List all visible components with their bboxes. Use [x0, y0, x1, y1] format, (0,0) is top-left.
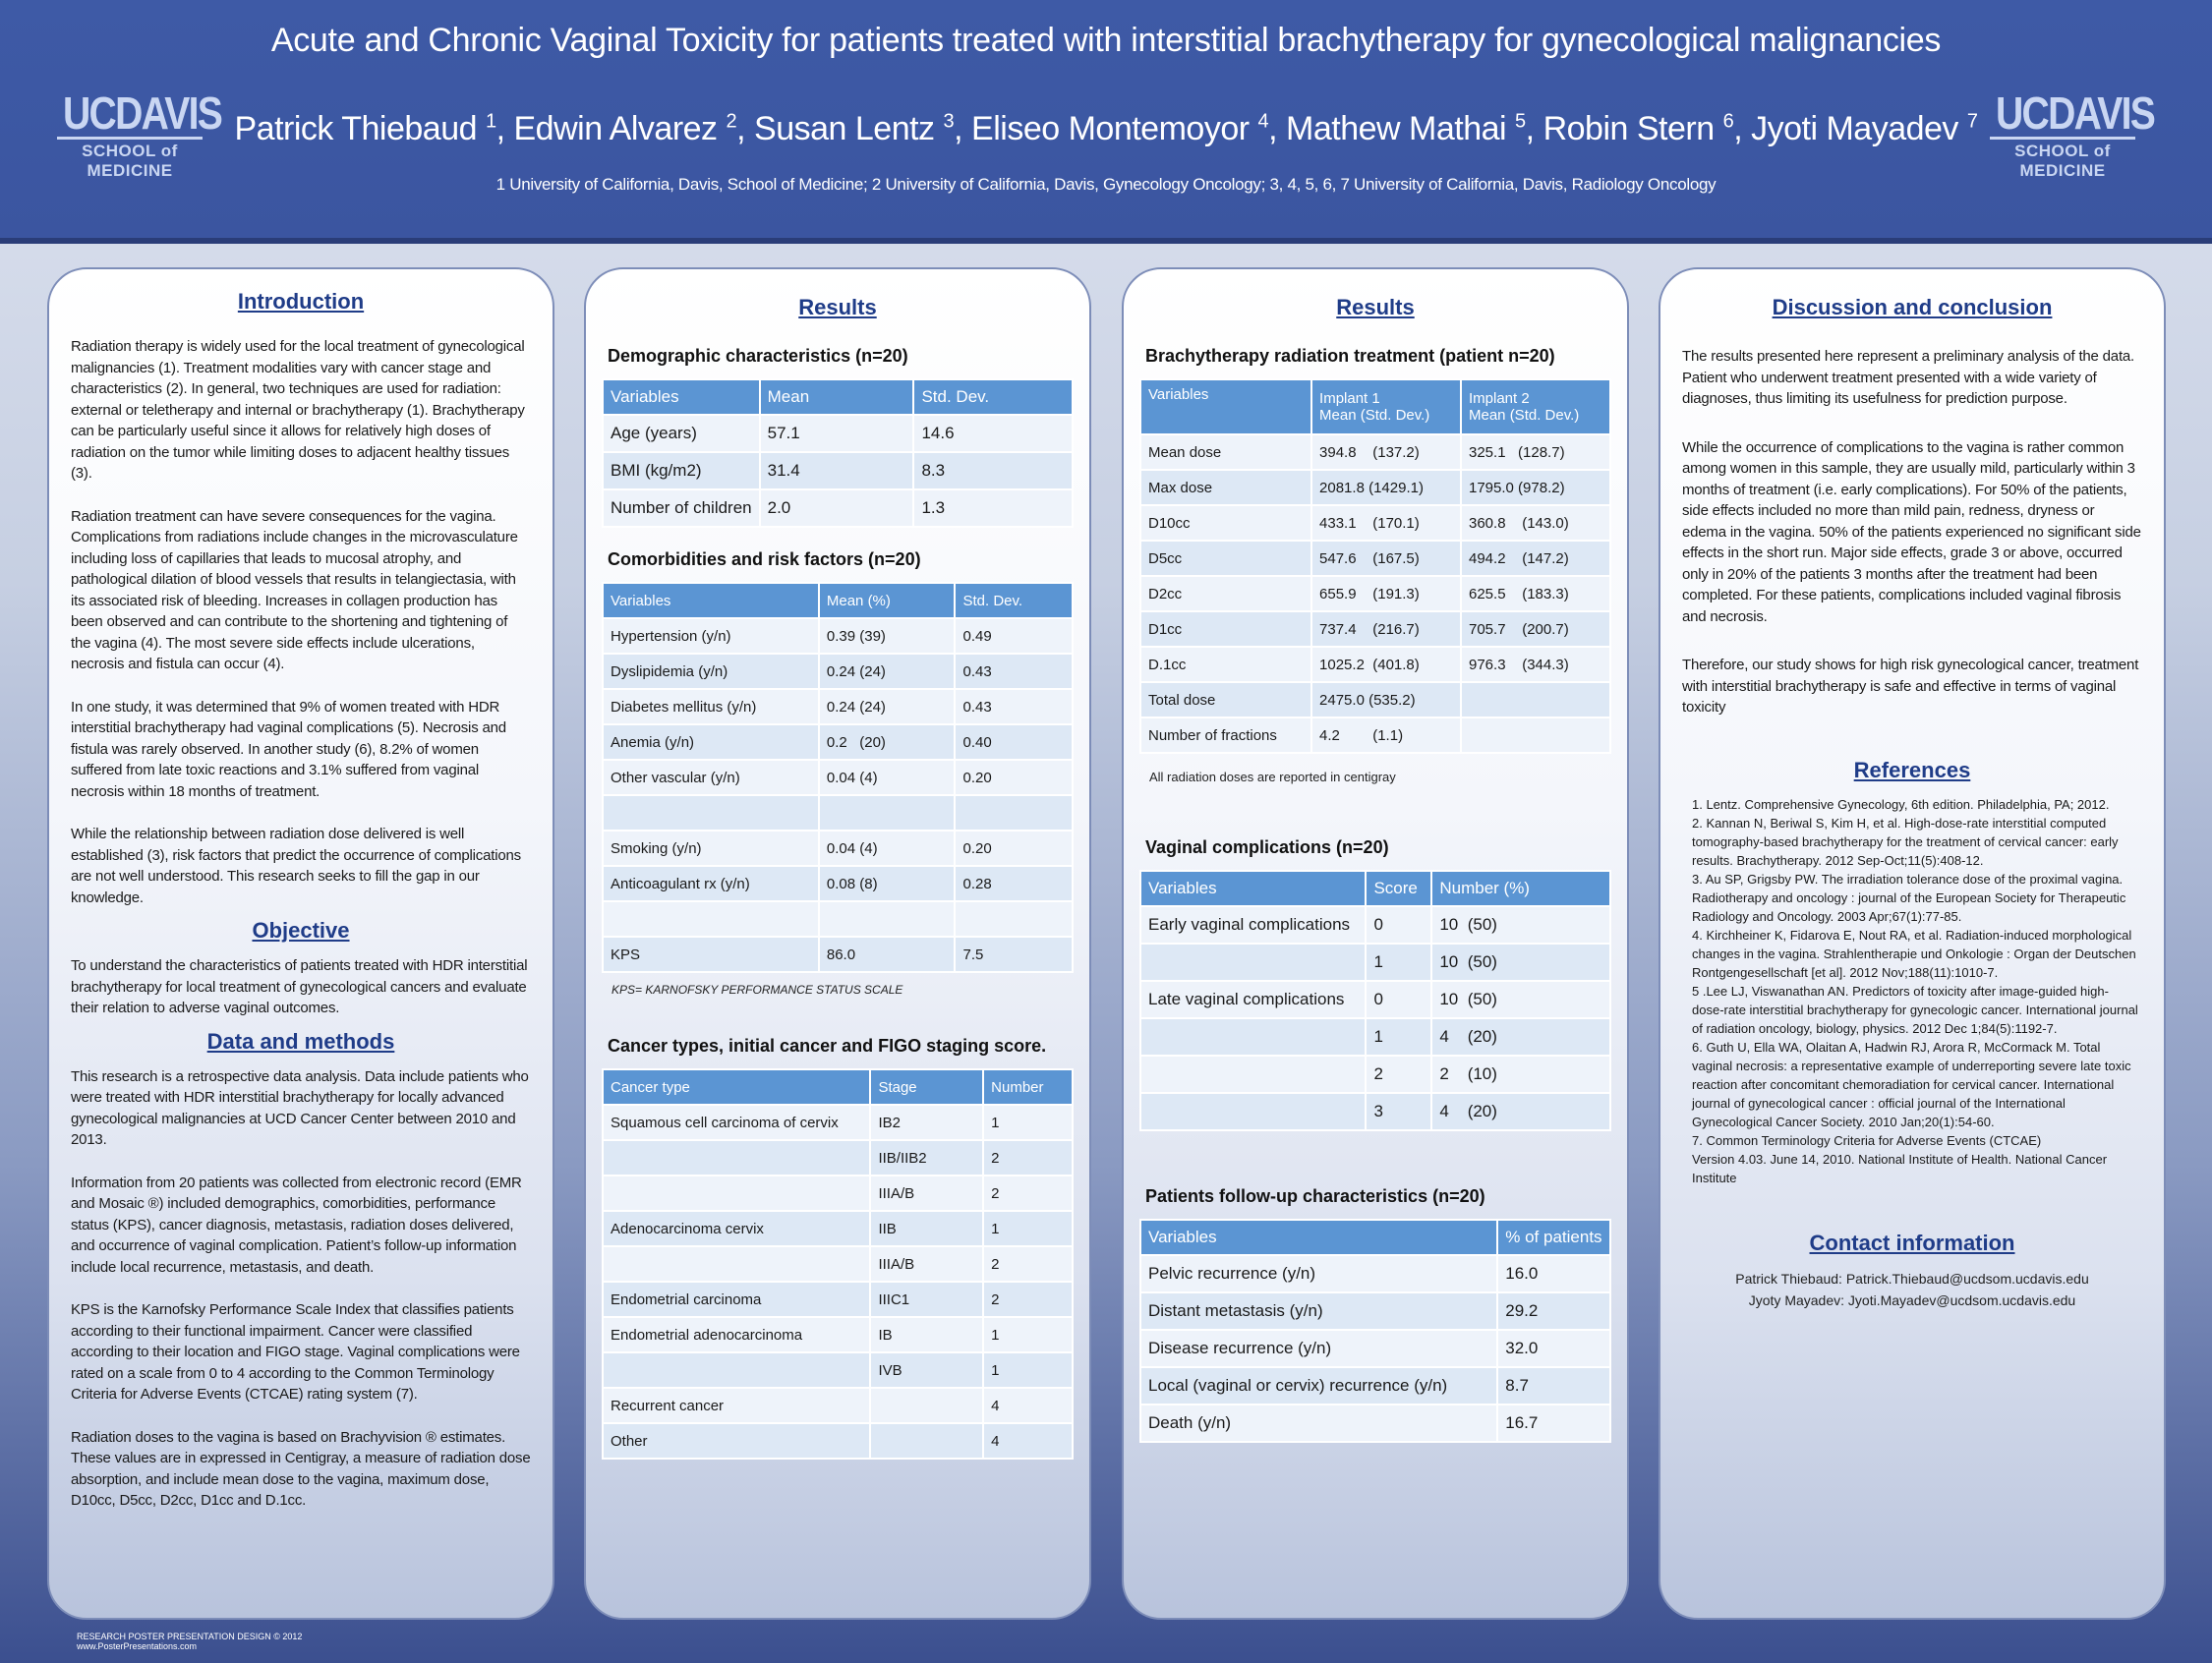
table-cell: 8.7 [1497, 1367, 1610, 1405]
table-row [603, 831, 1073, 866]
contact-line: Patrick Thiebaud: Patrick.Thiebaud@ucdsom.ucdavis.edu [1735, 1270, 2089, 1287]
table-row [603, 866, 1073, 901]
table-cell: D10cc [1140, 505, 1311, 541]
intro-paragraph: Radiation treatment can have severe consequences for the vagina. Complications from radiations include changes in the microvasculature including loss of capillaries that leads to mucosal atrophy, and pathological dilation of blood vessels that results in telangiectasia, with its associated risk of bleeding. Increases in collagen production has been observed and can contribute to the shortening and tightening of the vagina (4). The most severe side effects include ulcerations, necrosis and fistula can occur (4). [71, 507, 518, 672]
header-cell: % of patients [1497, 1220, 1610, 1255]
author-name: Susan Lentz $^3$, [754, 110, 972, 147]
table-row [603, 795, 1073, 831]
table-cell: 0.24 (24) [819, 654, 956, 689]
table-cell: 360.8 (143.0) [1461, 505, 1610, 541]
table-cell: 325.1 (128.7) [1461, 434, 1610, 470]
table-cell: Anemia (y/n) [603, 724, 819, 760]
table-cell: 0.39 (39) [819, 618, 956, 654]
discussion-paragraph: Therefore, our study shows for high risk gynecological cancer, treatment with interstitial brachytherapy is safe and effective in terms of vaginal toxicity [1682, 657, 2139, 716]
table-row [603, 1211, 1073, 1246]
table-row [1140, 1056, 1610, 1093]
ucdavis-logo-left: UCDAVIS SCHOOL of MEDICINE [51, 90, 208, 169]
table-cell: 433.1 (170.1) [1311, 505, 1461, 541]
table-cell: 2 [1366, 1056, 1431, 1093]
table-cell: 0.04 (4) [819, 760, 956, 795]
table-cell: IVB [870, 1352, 983, 1388]
table-cell: 0 [1366, 906, 1431, 944]
table-cell: 1 [983, 1105, 1073, 1140]
table-cell: Max dose [1140, 470, 1311, 505]
references-heading: References [1853, 757, 1971, 782]
header-cell: Implant 2 Mean (Std. Dev.) [1461, 379, 1610, 434]
table-cell: 7.5 [955, 937, 1073, 972]
demographics-title: Demographic characteristics (n=20) [608, 346, 908, 366]
methods-paragraph: This research is a retrospective data analysis. Data include patients who were treated with HDR interstitial brachytherapy for locally advanced gynecological malignancies at UCD Cancer Center between 2010 and 2013. [71, 1067, 529, 1148]
table-cell: 4 [983, 1388, 1073, 1423]
demographics-table [602, 378, 1074, 528]
table-cell: 394.8 (137.2) [1311, 434, 1461, 470]
table-row [603, 618, 1073, 654]
table-row [1140, 906, 1610, 944]
table-cell: Squamous cell carcinoma of cervix [603, 1105, 870, 1140]
table-row [603, 689, 1073, 724]
objective-heading: Objective [252, 918, 350, 943]
table-row [1140, 1367, 1610, 1405]
table-cell: IIIA/B [870, 1246, 983, 1282]
header-cell: Number [983, 1069, 1073, 1105]
table-row [1140, 1292, 1610, 1330]
table-row [1140, 541, 1610, 576]
table-cell: 0.43 [955, 689, 1073, 724]
comorbidities-table [602, 582, 1074, 973]
table-cell: IIB/IIB2 [870, 1140, 983, 1176]
table-cell: Total dose [1140, 682, 1311, 717]
header-cell: Variables [1140, 871, 1366, 906]
table-row [1140, 1093, 1610, 1130]
table-row [1140, 717, 1610, 753]
table-row [603, 1246, 1073, 1282]
reference-item: 7. Common Terminology Criteria for Adverse Events (CTCAE) [1692, 1132, 2042, 1148]
table-cell: D1cc [1140, 611, 1311, 647]
table-cell: 0.08 (8) [819, 866, 956, 901]
table-cell: Anticoagulant rx (y/n) [603, 866, 819, 901]
introduction-heading: Introduction [237, 289, 365, 314]
table-cell: IB [870, 1317, 983, 1352]
table-cell: Number of children [603, 489, 760, 527]
column-results-2 [1122, 267, 1629, 1620]
header-cell: Mean [760, 379, 914, 415]
table-cell: 0.24 (24) [819, 689, 956, 724]
table-cell: IIIC1 [870, 1282, 983, 1317]
table-cell: Endometrial adenocarcinoma [603, 1317, 870, 1352]
results-heading: Results [798, 295, 877, 319]
intro-paragraph: In one study, it was determined that 9% of women treated with HDR interstitial brachytherapy had vaginal complications (5). Necrosis and fistula was rarely observed. In another study (6), 8.2% of women suffered from late toxic reactions and 3.1% suffered from vaginal necrosis within 18 months of treatment. [71, 698, 506, 800]
discussion-paragraph: The results presented here represent a preliminary analysis of the data. Patient who underwent treatment presented with a wide variety of diagnoses, thus limiting its usefulness for prediction purpose. [1682, 348, 2135, 407]
header-cell: Variables [603, 379, 760, 415]
table-cell: Other [603, 1423, 870, 1459]
results-heading: Results [1336, 295, 1415, 319]
table-row [1140, 1405, 1610, 1442]
table-cell: 2 [983, 1176, 1073, 1211]
discussion-paragraph: While the occurrence of complications to the vagina is rather common among women in this sample, they are usually mild, particularly within 3 months of treatment (i.e. early complications). For 50% of the patients, side effects included no more than mild pain, redness, dryness or edema in the vagina. 50% of the patients experienced no significant side effects in the short run. Major side effects, grade 3 or above, occurred only in 20% of the patients 3 months after the treatment had been completed. For these patients, complications included vaginal fibrosis and necrosis. [1682, 438, 2141, 625]
table-row [1140, 647, 1610, 682]
table-cell: D2cc [1140, 576, 1311, 611]
table-cell: Distant metastasis (y/n) [1140, 1292, 1497, 1330]
cancer-types-title: Cancer types, initial cancer and FIGO staging score. [608, 1036, 1047, 1056]
header-cell: Variables [1140, 379, 1311, 434]
table-cell: 1025.2 (401.8) [1311, 647, 1461, 682]
author-name: Jyoti Mayadev $^7$ [1751, 110, 1978, 147]
reference-item: 6. Guth U, Ella WA, Olaitan A, Hadwin RJ, Arora R, McCormack M. Total vaginal necrosis: a representative example of underreporting severe late toxic reaction after concomitant chemoradiation for cervical cancer. International journal of gynecological cancer : official journal of the International Gynecological Cancer Society. 2010 Jan;20(1):54-60. [1692, 1039, 2131, 1129]
table-cell: 0.40 [955, 724, 1073, 760]
table-cell [870, 1423, 983, 1459]
table-cell: Number of fractions [1140, 717, 1311, 753]
reference-item: 5 .Lee LJ, Viswanathan AN. Predictors of toxicity after image-guided high-dose-rate interstitial brachytherapy for gynecologic cancer. International journal of radiation oncology, biology, physics. 2012 Dec 1;84(5):1192-7. [1692, 983, 2138, 1036]
table-cell: 4.2 (1.1) [1311, 717, 1461, 753]
table-row [603, 415, 1073, 452]
header-cell: Number (%) [1431, 871, 1610, 906]
table-cell: 3 [1366, 1093, 1431, 1130]
table-cell: 2081.8 (1429.1) [1311, 470, 1461, 505]
table-cell: Other vascular (y/n) [603, 760, 819, 795]
table-cell: 31.4 [760, 452, 914, 489]
table-row [1140, 1018, 1610, 1056]
table-cell: IIB [870, 1211, 983, 1246]
table-cell [603, 795, 819, 831]
author-name: Edwin Alvarez $^2$, [513, 110, 755, 147]
methods-heading: Data and methods [206, 1028, 395, 1054]
table-cell: 0.20 [955, 831, 1073, 866]
reference-item: 4. Kirchheiner K, Fidarova E, Nout RA, et al. Radiation-induced morphological changes in the vagina. Strahlentherapie und Onkologie : Organ der Deutschen Rontgengesellschaft [et al]. 2012 Nov;188(11):1010-7. [1692, 927, 2136, 980]
table-cell: Mean dose [1140, 434, 1311, 470]
table-row [603, 1140, 1073, 1176]
affiliations: 1 University of California, Davis, School of Medicine; 2 University of California, Davis, Gynecology Oncology; 3, 4, 5, 6, 7 University of California, Davis, Radiology Oncology [495, 175, 1717, 194]
table-cell: 2 [983, 1140, 1073, 1176]
table-cell [955, 901, 1073, 937]
table-cell: 0.49 [955, 618, 1073, 654]
table-row [603, 654, 1073, 689]
table-cell: 0.2 (20) [819, 724, 956, 760]
author-list [0, 110, 2212, 148]
table-cell: 2475.0 (535.2) [1311, 682, 1461, 717]
table-cell [955, 795, 1073, 831]
table-cell [819, 901, 956, 937]
methods-paragraph: Information from 20 patients was collected from electronic record (EMR and Mosaic ®) included demographics, comorbidities, performance status (KPS), cancer diagnosis, metastasis, radiation doses delivered, and occurrence of vaginal complication. Patient’s follow-up information include local recurrence, metastasis, and death. [71, 1174, 522, 1276]
table-row [1140, 576, 1610, 611]
table-row [1140, 1255, 1610, 1292]
column-discussion [1659, 267, 2166, 1620]
table-row [1140, 611, 1610, 647]
table-cell: 1 [983, 1352, 1073, 1388]
poster-header [0, 0, 2212, 244]
table-cell: Smoking (y/n) [603, 831, 819, 866]
table-row [1140, 682, 1610, 717]
table-cell: 0.20 [955, 760, 1073, 795]
table-cell [603, 1246, 870, 1282]
contact-line: Jyoty Mayadev: Jyoti.Mayadev@ucdsom.ucdavis.edu [1748, 1291, 2076, 1308]
followup-table [1139, 1219, 1611, 1443]
cancer-types-table [602, 1068, 1074, 1460]
table-cell: Recurrent cancer [603, 1388, 870, 1423]
table-cell: Adenocarcinoma cervix [603, 1211, 870, 1246]
table-cell: IB2 [870, 1105, 983, 1140]
comorbidities-title: Comorbidities and risk factors (n=20) [608, 549, 921, 569]
table-cell: 1795.0 (978.2) [1461, 470, 1610, 505]
table-row [603, 1388, 1073, 1423]
followup-title: Patients follow-up characteristics (n=20) [1145, 1186, 1485, 1206]
table-cell: Age (years) [603, 415, 760, 452]
table-cell: 1 [983, 1211, 1073, 1246]
table-cell: 10 (50) [1431, 906, 1610, 944]
table-cell: Local (vaginal or cervix) recurrence (y/n) [1140, 1367, 1497, 1405]
discussion-heading: Discussion and conclusion [1772, 295, 2053, 319]
header-cell: Variables [603, 583, 819, 618]
author-name: Mathew Mathai $^5$, [1286, 110, 1543, 147]
table-cell [1140, 1056, 1366, 1093]
table-cell [1461, 717, 1610, 753]
table-cell [1140, 1093, 1366, 1130]
vaginal-complications-table [1139, 870, 1611, 1131]
ucdavis-logo-right: UCDAVIS SCHOOL of MEDICINE [1984, 90, 2141, 169]
table-row [603, 760, 1073, 795]
table-cell: 16.0 [1497, 1255, 1610, 1292]
table-row [1140, 505, 1610, 541]
table-cell: 8.3 [913, 452, 1073, 489]
table-row [603, 1423, 1073, 1459]
table-cell: Hypertension (y/n) [603, 618, 819, 654]
footer-credit: RESEARCH POSTER PRESENTATION DESIGN © 2012 www.PosterPresentations.com [77, 1632, 303, 1651]
objective-text: To understand the characteristics of patients treated with HDR interstitial brachytherapy for local treatment of gynecological cancers and evaluate their relation to adverse vaginal outcomes. [71, 957, 528, 1016]
brachytherapy-table [1139, 378, 1611, 754]
table-row [603, 724, 1073, 760]
table-cell: 4 [983, 1423, 1073, 1459]
table-row [1140, 1330, 1610, 1367]
table-cell [1140, 1018, 1366, 1056]
table-cell [603, 1176, 870, 1211]
brachytherapy-title: Brachytherapy radiation treatment (patient n=20) [1145, 346, 1555, 366]
table-cell: 1.3 [913, 489, 1073, 527]
table-cell: 86.0 [819, 937, 956, 972]
table-row [603, 1176, 1073, 1211]
column-results-1 [584, 267, 1091, 1620]
table-cell: 1 [1366, 1018, 1431, 1056]
header-cell: Cancer type [603, 1069, 870, 1105]
header-cell: Std. Dev. [913, 379, 1073, 415]
header-cell: Stage [870, 1069, 983, 1105]
kps-note: KPS= KARNOFSKY PERFORMANCE STATUS SCALE [611, 983, 903, 997]
table-cell: 976.3 (344.3) [1461, 647, 1610, 682]
table-cell [819, 795, 956, 831]
author-name: Patrick Thiebaud $^1$, [234, 110, 514, 147]
contact-info [1676, 1268, 2148, 1311]
table-row [1140, 944, 1610, 981]
table-cell: 16.7 [1497, 1405, 1610, 1442]
table-cell: Early vaginal complications [1140, 906, 1366, 944]
column-introduction [47, 267, 554, 1620]
table-cell: 1 [1366, 944, 1431, 981]
table-cell: 14.6 [913, 415, 1073, 452]
table-cell: 29.2 [1497, 1292, 1610, 1330]
reference-item: Version 4.03. June 14, 2010. National Institute of Health. National Cancer Institute [1692, 1151, 2108, 1185]
table-cell: BMI (kg/m2) [603, 452, 760, 489]
table-cell: 0.28 [955, 866, 1073, 901]
table-cell: 737.4 (216.7) [1311, 611, 1461, 647]
table-cell: 2 (10) [1431, 1056, 1610, 1093]
table-cell: Death (y/n) [1140, 1405, 1497, 1442]
header-cell: Implant 1 Mean (Std. Dev.) [1311, 379, 1461, 434]
table-cell: D5cc [1140, 541, 1311, 576]
vaginal-complications-title: Vaginal complications (n=20) [1145, 837, 1389, 857]
table-cell: 10 (50) [1431, 981, 1610, 1018]
table-cell [1140, 944, 1366, 981]
table-cell: 494.2 (147.2) [1461, 541, 1610, 576]
reference-item: 1. Lentz. Comprehensive Gynecology, 6th edition. Philadelphia, PA; 2012. [1692, 796, 2110, 812]
table-cell: 0.04 (4) [819, 831, 956, 866]
header-cell: Mean (%) [819, 583, 956, 618]
reference-item: 2. Kannan N, Beriwal S, Kim H, et al. High-dose-rate interstitial computed tomography-based brachytherapy for the treatment of cervical cancer: early results. Brachytherapy. 2012 Sep-Oct;11(5):408-12. [1692, 815, 2119, 868]
table-row [603, 1282, 1073, 1317]
table-cell: KPS [603, 937, 819, 972]
table-cell: 547.6 (167.5) [1311, 541, 1461, 576]
table-row [603, 1317, 1073, 1352]
table-cell: Pelvic recurrence (y/n) [1140, 1255, 1497, 1292]
intro-paragraph: Radiation therapy is widely used for the local treatment of gynecological malignancies (1). Treatment modalities vary with cancer stage and characteristics (2). In general, two techniques are used for radiation: external or teletherapy and internal or brachytherapy (1). Brachytherapy can be particularly useful since it allows for relatively high doses of radiation on the tumor while limiting doses to adjacent healthy tissues (3). [71, 338, 525, 482]
table-row [603, 1352, 1073, 1388]
table-cell: Endometrial carcinoma [603, 1282, 870, 1317]
table-cell: Diabetes mellitus (y/n) [603, 689, 819, 724]
table-cell [1461, 682, 1610, 717]
table-cell [870, 1388, 983, 1423]
table-cell: 2 [983, 1246, 1073, 1282]
header-cell: Variables [1140, 1220, 1497, 1255]
references-list [1692, 795, 2140, 1187]
header-cell: Score [1366, 871, 1431, 906]
poster-title: Acute and Chronic Vaginal Toxicity for patients treated with interstitial brachytherapy for gynecological malignancies [270, 22, 1942, 59]
table-cell: Disease recurrence (y/n) [1140, 1330, 1497, 1367]
header-cell: Std. Dev. [955, 583, 1073, 618]
table-row [1140, 434, 1610, 470]
table-cell: D.1cc [1140, 647, 1311, 682]
author-name: Robin Stern $^6$, [1543, 110, 1752, 147]
table-row [603, 452, 1073, 489]
table-cell: 2 [983, 1282, 1073, 1317]
table-row [603, 901, 1073, 937]
reference-item: 3. Au SP, Grigsby PW. The irradiation tolerance dose of the proximal vagina. Radiotherapy and oncology : journal of the European Society for Therapeutic Radiology and Oncology. 2003 Apr;67(1):77-85. [1692, 871, 2126, 924]
table-cell: 1 [983, 1317, 1073, 1352]
table-cell: 32.0 [1497, 1330, 1610, 1367]
table-cell [603, 1352, 870, 1388]
table-cell [603, 901, 819, 937]
table-cell: 0 [1366, 981, 1431, 1018]
table-row [1140, 981, 1610, 1018]
methods-paragraph: KPS is the Karnofsky Performance Scale Index that classifies patients according to their functional impairment. Cancer were classified according to their location and FIGO stage. Vaginal complications were rated on a scale from 0 to 4 according to the Common Terminology Criteria for Adverse Events (CTCAE) rating system (7). [71, 1301, 520, 1403]
table-cell: 2.0 [760, 489, 914, 527]
methods-paragraph: Radiation doses to the vagina is based on Brachyvision ® estimates. These values are in expressed in Centigray, a measure of radiation dose absorption, and include mean dose to the vagina, maximum dose, D10cc, D5cc, D2cc, D1cc and D.1cc. [71, 1428, 531, 1509]
table-cell: 655.9 (191.3) [1311, 576, 1461, 611]
table-row [603, 937, 1073, 972]
intro-paragraph: While the relationship between radiation dose delivered is well established (3), risk factors that predict the occurrence of complications are not well understood. This research seeks to fill the gap in our knowledge. [71, 826, 521, 906]
table-cell: 0.43 [955, 654, 1073, 689]
table-cell: 4 (20) [1431, 1093, 1610, 1130]
dose-unit-note: All radiation doses are reported in centigray [1149, 770, 1396, 784]
table-cell: IIIA/B [870, 1176, 983, 1211]
table-row [603, 489, 1073, 527]
table-row [603, 1105, 1073, 1140]
table-cell: 4 (20) [1431, 1018, 1610, 1056]
table-cell: Late vaginal complications [1140, 981, 1366, 1018]
author-name: Eliseo Montemoyor $^4$, [971, 110, 1287, 147]
table-cell: Dyslipidemia (y/n) [603, 654, 819, 689]
table-cell: 57.1 [760, 415, 914, 452]
table-cell: 10 (50) [1431, 944, 1610, 981]
table-cell: 625.5 (183.3) [1461, 576, 1610, 611]
contact-heading: Contact information [1809, 1230, 2015, 1255]
table-row [1140, 470, 1610, 505]
table-cell [603, 1140, 870, 1176]
table-cell: 705.7 (200.7) [1461, 611, 1610, 647]
